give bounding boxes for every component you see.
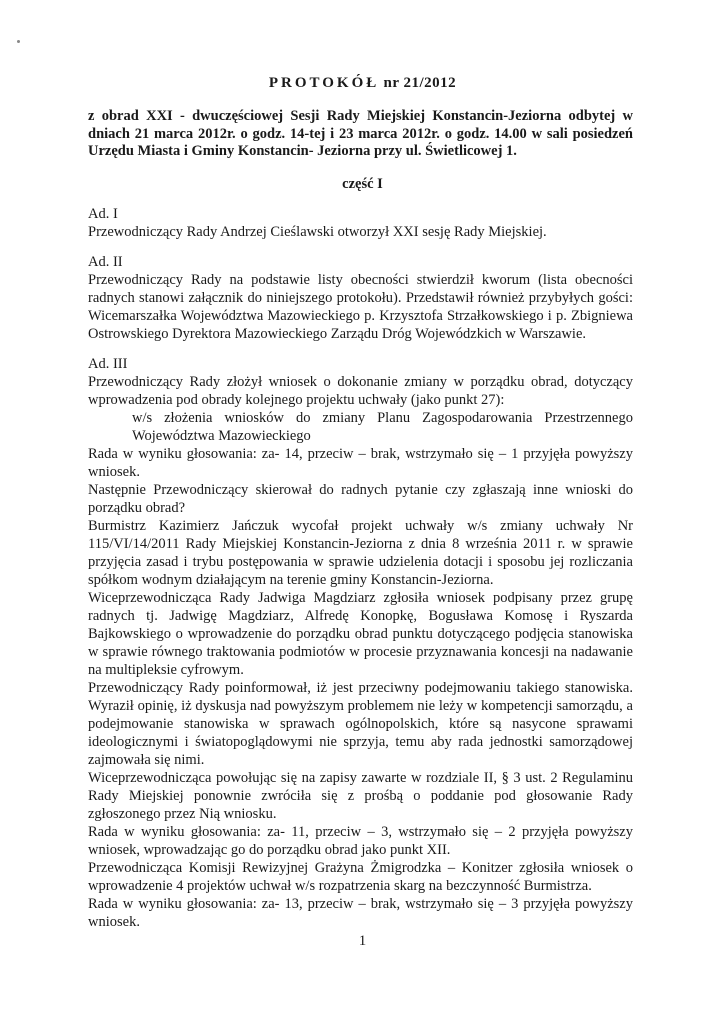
paragraph: Burmistrz Kazimierz Jańczuk wycofał projekt uchwały w/s zmiany uchwały Nr 115/VI/14/2011 Rady Miejskiej Konstancin-Jeziorna z dnia 8 września 2011 r. w sprawie przyjęcia zasad i trybu postępowania w sprawie udzielenia dotacji i sposobu jej rozliczania spółkom wodnym działającym na terenie gminy Konstancin-Jeziorna. bbox=[88, 518, 633, 588]
paragraph: Wiceprzewodnicząca powołując się na zapisy zawarte w rozdziale II, § 3 ust. 2 Regulaminu Rady Miejskiej ponownie zwróciła się z prośbą o poddanie pod głosowanie Rady zgłoszonego przez Nią wniosku. bbox=[88, 770, 633, 822]
paragraph: Przewodniczący Rady Andrzej Cieślawski otworzył XXI sesję Rady Miejskiej. bbox=[88, 224, 547, 240]
session-intro: z obrad XXI - dwuczęściowej Sesji Rady Miejskiej Konstancin-Jeziorna odbytej w dniach 21 marca 2012r. o godz. 14-tej i 23 marca 2012r. o godz. 14.00 w sali posiedzeń Urzędu Miasta i Gminy Konstancin- Jeziorna przy ul. Świetlicowej 1. bbox=[88, 108, 633, 159]
scan-speck bbox=[17, 40, 20, 43]
document-body bbox=[88, 205, 633, 931]
paragraph: Wiceprzewodnicząca Rady Jadwiga Magdziarz zgłosiła wniosek podpisany przez grupę radnych tj. Jadwigę Magdziarz, Alfredę Konopkę, Bogusława Komosę i Ryszarda Bajkowskiego o wprowadzenie do porządku obrad punktu dotyczącego podjęcia stanowiska w sprawie równego traktowania podmiotów w procesie przyznawania koncesji na nadawanie na multipleksie cyfrowym. bbox=[88, 590, 633, 678]
page-number: 1 bbox=[358, 933, 367, 949]
protocol-number: nr 21/2012 bbox=[383, 75, 457, 91]
paragraph: Przewodnicząca Komisji Rewizyjnej Grażyna Żmigrodzka – Konitzer zgłosiła wniosek o wprowadzenie 4 projektów uchwał w/s rozpatrzenia skarg na bezczynność Burmistrza. bbox=[88, 860, 633, 894]
indented-item: w/s złożenia wniosków do zmiany Planu Zagospodarowania Przestrzennego Województwa Mazowieckiego bbox=[132, 410, 633, 444]
protocol-title-word: PROTOKÓŁ bbox=[268, 75, 380, 91]
protocol-title bbox=[0, 75, 725, 92]
paragraph: Przewodniczący Rady poinformował, iż jest przeciwny podejmowaniu takiego stanowiska. Wyraził opinię, iż dyskusja nad powyższym problemem nie leży w kompetencji samorządu, a podejmowanie stanowiska w sprawach ogólnopolskich, które są nasycone sprawami ideologicznymi i światopoglądowymi nie sprzyja, temu aby rada jednostki samorządowej zajmowała się nimi. bbox=[88, 680, 633, 768]
section-heading-ad-ii: Ad. II bbox=[88, 254, 123, 270]
paragraph: Rada w wyniku głosowania: za- 11, przeciw – 3, wstrzymało się – 2 przyjęła powyższy wniosek, wprowadzając go do porządku obrad jako punkt XII. bbox=[88, 824, 633, 858]
part-heading: część I bbox=[342, 176, 383, 192]
section-heading-ad-i: Ad. I bbox=[88, 206, 118, 222]
paragraph: Rada w wyniku głosowania: za- 13, przeciw – brak, wstrzymało się – 3 przyjęła powyższy wniosek. bbox=[88, 896, 633, 930]
section-heading-ad-iii: Ad. III bbox=[88, 356, 128, 372]
paragraph: Następnie Przewodniczący skierował do radnych pytanie czy zgłaszają inne wnioski do porządku obrad? bbox=[88, 482, 633, 516]
paragraph: Przewodniczący Rady na podstawie listy obecności stwierdził kworum (lista obecności radnych stanowi załącznik do niniejszego protokołu). Przedstawił również przybyłych gości: Wicemarszałka Województwa Mazowieckiego p. Krzysztofa Strzałkowskiego i p. Zbigniewa Ostrowskiego Dyrektora Mazowieckiego Zarządu Dróg Wojewódzkich w Warszawie. bbox=[88, 272, 633, 342]
paragraph: Rada w wyniku głosowania: za- 14, przeciw – brak, wstrzymało się – 1 przyjęła powyższy wniosek. bbox=[88, 446, 633, 480]
paragraph: Przewodniczący Rady złożył wniosek o dokonanie zmiany w porządku obrad, dotyczący wprowadzenia pod obrady kolejnego projektu uchwały (jako punkt 27): bbox=[88, 374, 633, 408]
